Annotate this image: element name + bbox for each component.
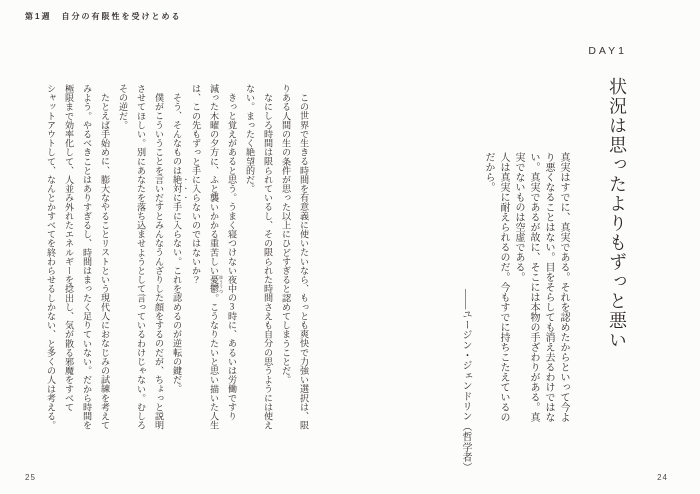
- body-paragraph-4: [168, 84, 187, 432]
- ruby-word: [209, 275, 224, 294]
- body-paragraph-6: たとえば手始めに、膨大なやることリストという現代人におなじみの試練を考えてみよう。やるべきことはありすぎるし、時間はまったく足りていない。だから時間を極限まで効率化して、人並み外れたエネルギーを捻出し、気が散る邪魔をすべてシャットアウトして、なんとかすべてを終わらせるしかない、と多くの人は考える。: [46, 84, 110, 430]
- page-number-right: 24: [657, 473, 668, 482]
- body-text: [42, 84, 313, 432]
- body-paragraph-5: 僕がこういうことを言いだすとみんなうんざりした顔をするのだが、ちょっと説明させてほしい。別にあなたを落ち込ませようとして言っているわけじゃない。むしろその逆だ。: [118, 84, 164, 430]
- body-text-run: そう、そんなものは: [172, 93, 182, 175]
- page-number-left: 25: [25, 473, 36, 482]
- body-paragraph-1: この世界で生きる時間を有意義に使いたいなら、もっとも爽快で力強い選択は、限りある人間の生の条件が思った以上にひどすぎると認めてしまうことだ。: [281, 84, 309, 430]
- body-text-run: 手に入らない。これを認めるのが逆転の鍵だ。: [172, 202, 182, 394]
- quote-paragraph-2: 人は真実に耐えられるのだ。今もすでに持ちこたえているのだから。: [483, 152, 509, 422]
- day-label: DAY1: [588, 45, 627, 57]
- running-header: 第1週 自分の有限性を受けとめる: [25, 12, 182, 21]
- quote-paragraph-1: 真実はすでに、真実である。それを認めたからといって今より悪くなることはない。目をそらしても消え去るわけではない。真実であるが故に、そこには本物の手ざわりがある。真実でないものは空虚である。: [513, 152, 569, 422]
- body-paragraph-3: [187, 84, 241, 432]
- tatechuyoko-digit: 3: [229, 302, 235, 312]
- quote-attribution: ――ユージン・ジェンドリン（哲学者）: [460, 289, 471, 473]
- body-text-run: 。こうなりたいと思い描いた人生は、この先もずっと手に入らないのではないか？: [191, 84, 219, 430]
- ruby-base: 憂鬱: [209, 275, 219, 294]
- body-text-run: きっと覚えがあると思う。うまく寝つけない夜中の: [227, 93, 237, 303]
- epigraph-quote: [481, 152, 571, 426]
- body-text-run: 時に、あるいは労働ですり減った木曜の夕方に、ふと襲いかかる重苦しい: [209, 84, 237, 421]
- emphasized-text: 絶対に: [172, 175, 182, 203]
- body-paragraph-2: なにしろ時間は限られているし、その限られた時間さえも自分の思うようには使えない。まったく絶望的だ。: [245, 84, 273, 430]
- ruby-annotation: ゆううつ: [219, 275, 224, 294]
- chapter-title: 状況は思ったよりもずっと悪い: [607, 77, 627, 350]
